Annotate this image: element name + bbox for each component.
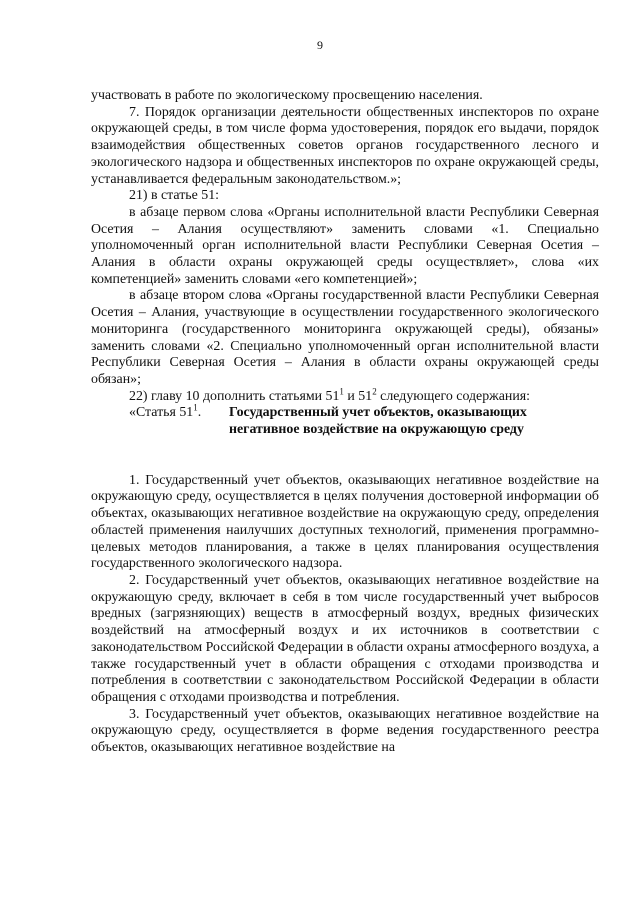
paragraph-second-abzac: в абзаце втором слова «Органы государственной власти Республики Северная Осетия – Алания, участвующие в осуществлении государственного экологического мониторинга (государственного мониторинга окружающей среды), обязаны» заменить словами «2. Специально уполномоченный орган исполнительной власти Республики Северная Осетия – Алания в области охраны окружающей среды обязан»; (91, 288, 599, 387)
amendment-middle: и 51 (343, 388, 373, 404)
article-title (229, 405, 599, 438)
paragraph-item-7: 7. Порядок организации деятельности общественных инспекторов по охране окружающей среды, в том числе форма удостоверения, порядок его выдачи, порядок взаимодействия общественных советов органов государственного лесного и экологического надзора и общественных инспекторов по охране окружающей среды, устанавливается федеральным законодательством.»; (91, 104, 599, 187)
paragraph-first-abzac: в абзаце первом слова «Органы исполнительной власти Республики Северная Осетия – Алания осуществляют» заменить словами «1. Специально уполномоченный орган исполнительной власти Республики Северная Осетия – Алания в области охраны окружающей среды осуществляет», слова «их компетенцией» заменить словами «его компетенцией»; (91, 204, 599, 287)
amendment-sup-2: 2 (372, 386, 377, 397)
article-title-line-1: Государственный учет объектов, оказывающих (229, 405, 527, 421)
amendment-prefix: 22) главу 10 дополнить статьями 51 (129, 388, 340, 404)
article-title-line-2: негативное воздействие на окружающую среду (229, 422, 524, 438)
paragraph-article-item-2: 2. Государственный учет объектов, оказывающих негативное воздействие на окружающую среду, включает в себя в том числе государственный учет выбросов вредных (загрязняющих) веществ в атмосферный воздух, вредных физических воздействий на атмосферный воздух и их источников в соответствии с законодательством Российской Федерации в области охраны атмосферного воздуха, а также государственный учет в области обращения с отходами производства и потребления в соответствии с законодательством Российской Федерации в области обращения с отходами производства и потребления. (91, 572, 599, 705)
paragraph-continuation: участвовать в работе по экологическому просвещению населения. (91, 88, 483, 103)
document-body (91, 88, 599, 757)
article-heading (91, 402, 599, 438)
paragraph-amendment-21: 21) в статье 51: (129, 188, 220, 204)
page-number: 9 (317, 38, 323, 52)
paragraph-amendment-22 (91, 386, 599, 406)
amendment-suffix: следующего содержания: (376, 388, 531, 404)
paragraph-article-item-1: 1. Государственный учет объектов, оказывающих негативное воздействие на окружающую среду, осуществляется в целях получения достоверной информации об объектах, оказывающих негативное воздействие на окружающую среду, определения областей применения наилучших доступных технологий, применения программно-целевых методов планирования, а также в целях планирования осуществления государственного экологического надзора. (91, 472, 599, 572)
amendment-sup-1: 1 (339, 386, 344, 397)
article-label-sup: 1 (193, 402, 198, 413)
article-label: «Статья $51^1$. (129, 402, 202, 421)
paragraph-article-item-3: 3. Государственный учет объектов, оказывающих негативное воздействие на окружающую среду, осуществляется в форме ведения государственного реестра объектов, оказывающих негативное воздействие на (91, 706, 599, 756)
